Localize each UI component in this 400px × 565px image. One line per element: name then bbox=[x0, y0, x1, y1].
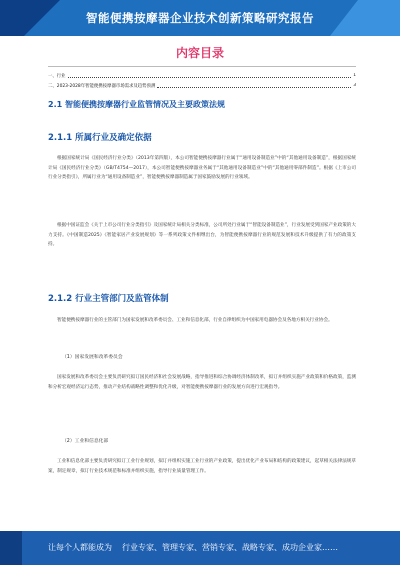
section-heading-2-1: 2.1 智能便携按摩器行业监管情况及主要政策法规 bbox=[48, 100, 225, 109]
section-heading-2-1-2: 2.1.2 行业主管部门及监管体制 bbox=[48, 294, 169, 304]
toc-entry-text: 一、行业 bbox=[48, 74, 66, 79]
section-heading-2-1-1: 2.1.1 所属行业及确定依据 bbox=[48, 133, 152, 143]
report-title: 智能便携按摩器企业技术创新策略研究报告 bbox=[86, 11, 314, 25]
paragraph: 国家发展和改革委员会主要负责研究拟订国民经济和社会发展战略，指导推进和综合协调经济体制改革，拟订并组织实施产业政策和价格政策，监测和分析宏观经济运行态势，推动产业结构战略性调整和优化升级，对智能便携按摩器行业的发展方向进行宏观指导。 bbox=[48, 375, 356, 390]
footer-slogan-lead: 让每个人都能成为 bbox=[48, 543, 112, 552]
toc-divider bbox=[48, 66, 356, 67]
paragraph: 根据国家统计局《国民经济行业分类》（2013年第四版），本公司智能便携按摩器行业属于“通用设备制造业”中的“其他通用设备制造”，根据国家统计局《国民经济行业分类》（GB/T4754—2017），本公司智能便携按摩器业务属于“其他通用设备制造业”中的“其他通用零部件制造”。根据《上市公司行业分类指引》，所属行业为“通用设备制造业”，智能便携按摩器制造属于国家鼓励发展的行业领域。 bbox=[48, 156, 356, 181]
toc-entry-page: 3 bbox=[353, 83, 356, 88]
paragraph: 工业和信息化部主要负责研究拟订工业行业规划，拟订并组织实施工业行业的产业政策，提出优化产业布局和结构的政策建议，起草相关法律法规草案，制定规章，拟订行业技术规范和标准并组织实施，指导行业质量管理工作。 bbox=[48, 459, 356, 474]
paragraph: 根据中国证监会《关于上市公司行业分类指引》及国家统计局相关分类标准，公司所处行业属于“智能设备制造业”，行业发展受到国家产业政策的大力支持。《中国制造2025》《智能家居产业发展规划》等一系列政策文件相继出台，为智能便携按摩器行业的规范发展和技术升级提供了有力的政策支持。 bbox=[48, 223, 356, 248]
toc-entry-page: 1 bbox=[353, 73, 356, 78]
subheading: （1）国家发展和改革委员会 bbox=[62, 355, 123, 360]
footer-slogan bbox=[48, 542, 338, 553]
toc-leader-dots bbox=[68, 73, 352, 78]
toc-entry-text: 二、2023-2028年智能便携按摩器市场需求及趋势预测 bbox=[48, 84, 156, 89]
paragraph: 智能便携按摩器行业的主管部门为国家发展和改革委员会、工业和信息化部，行业自律组织为中国家用电器协会及各地方相关行业协会。 bbox=[57, 318, 333, 323]
toc-leader-dots bbox=[157, 83, 351, 88]
subheading: （2）工业和信息化部 bbox=[62, 439, 109, 444]
toc-entry[interactable] bbox=[48, 83, 356, 89]
toc-heading: 内容目录 bbox=[175, 46, 224, 60]
footer-slogan-roles: 行业专家、管理专家、营销专家、战略专家、成功企业家…… bbox=[122, 543, 338, 552]
toc-entry[interactable] bbox=[48, 73, 356, 79]
